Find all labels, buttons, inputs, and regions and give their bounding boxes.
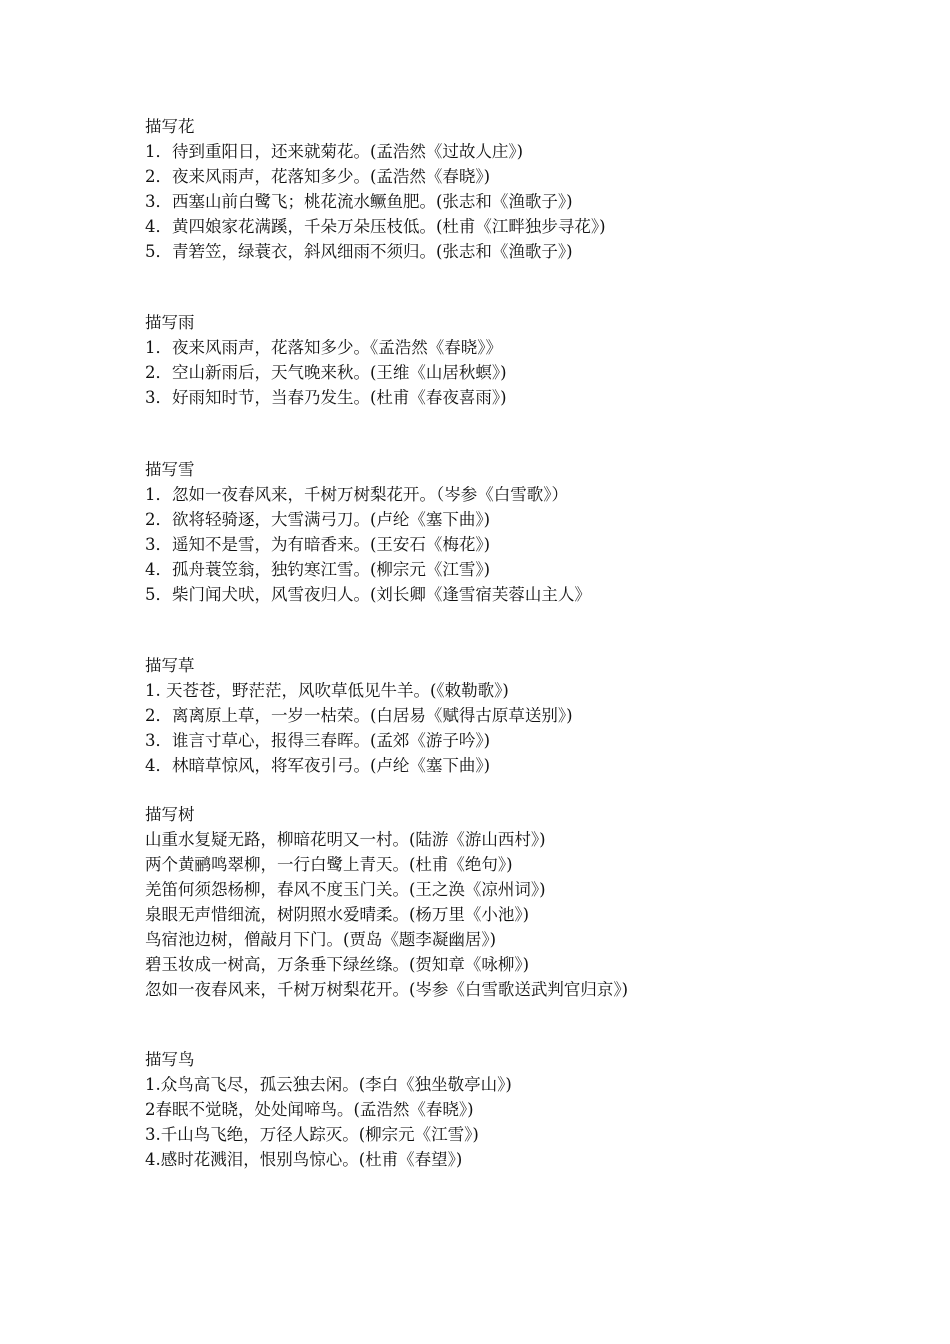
poem-line: 两个黄鹂鸣翠柳，一行白鹭上青天。(杜甫《绝句》) (145, 855, 513, 874)
poem-line: 3．谁言寸草心，报得三春晖。(孟郊《游子吟》) (145, 731, 491, 750)
section-rain (145, 310, 507, 410)
section-flower (145, 114, 606, 264)
poem-line: 羌笛何须怨杨柳，春风不度玉门关。(王之涣《凉州词》) (145, 880, 546, 899)
section-tree (145, 802, 628, 1002)
poem-line: 1．忽如一夜春风来，千树万树梨花开。（岑参《白雪歌》） (145, 485, 568, 504)
poem-line: 2．夜来风雨声，花落知多少。(孟浩然《春晓》) (145, 167, 491, 186)
poem-line: 3．西塞山前白鹭飞；桃花流水鳜鱼肥。(张志和《渔歌子》) (145, 192, 573, 211)
section-heading: 描写树 (145, 805, 195, 824)
section-heading: 描写雨 (145, 313, 195, 332)
poem-line: 4．黄四娘家花满蹊，千朵万朵压枝低。(杜甫《江畔独步寻花》) (145, 217, 606, 236)
poem-line: 5．柴门闻犬吠，风雪夜归人。(刘长卿《逢雪宿芙蓉山主人》 (145, 585, 591, 604)
poem-line: 1．待到重阳日，还来就菊花。(孟浩然《过故人庄》) (145, 142, 524, 161)
poem-line: 4．林暗草惊风，将军夜引弓。(卢纶《塞下曲》) (145, 756, 491, 775)
section-heading: 描写鸟 (145, 1050, 195, 1069)
poem-line: 1.众鸟高飞尽，孤云独去闲。(李白《独坐敬亭山》) (145, 1075, 512, 1094)
poem-line: 5．青箬笠，绿蓑衣，斜风细雨不须归。(张志和《渔歌子》) (145, 242, 573, 261)
section-heading: 描写草 (145, 656, 195, 675)
poem-line: 山重水复疑无路，柳暗花明又一村。(陆游《游山西村》) (145, 830, 546, 849)
poem-line: 3．遥知不是雪，为有暗香来。(王安石《梅花》) (145, 535, 491, 554)
section-snow (145, 457, 591, 607)
poem-line: 3．好雨知时节，当春乃发生。(杜甫《春夜喜雨》) (145, 388, 507, 407)
poem-line: 鸟宿池边树，僧敲月下门。(贾岛《题李凝幽居》) (145, 930, 497, 949)
section-heading: 描写花 (145, 117, 195, 136)
poem-line: 碧玉妆成一树高，万条垂下绿丝绦。(贺知章《咏柳》) (145, 955, 530, 974)
poem-line: 忽如一夜春风来，千树万树梨花开。(岑参《白雪歌送武判官归京》) (145, 980, 629, 999)
poem-line: 4.感时花溅泪，恨别鸟惊心。(杜甫《春望》) (145, 1150, 463, 1169)
poem-line: 1. 天苍苍，野茫茫，风吹草低见牛羊。(《敕勒歌》) (145, 681, 509, 700)
poem-line: 1．夜来风雨声，花落知多少。《孟浩然《春晓》》 (145, 338, 502, 357)
section-bird (145, 1047, 512, 1172)
section-grass (145, 653, 573, 778)
poem-line: 2．离离原上草，一岁一枯荣。(白居易《赋得古原草送别》) (145, 706, 573, 725)
section-heading: 描写雪 (145, 460, 195, 479)
poem-line: 2．欲将轻骑逐，大雪满弓刀。(卢纶《塞下曲》) (145, 510, 491, 529)
poem-line: 2春眠不觉晓，处处闻啼鸟。(孟浩然《春晓》) (145, 1100, 474, 1119)
poem-line: 泉眼无声惜细流，树阴照水爱晴柔。(杨万里《小池》) (145, 905, 530, 924)
poem-line: 4．孤舟蓑笠翁，独钓寒江雪。(柳宗元《江雪》) (145, 560, 491, 579)
poem-line: 3.千山鸟飞绝，万径人踪灭。(柳宗元《江雪》) (145, 1125, 479, 1144)
poem-line: 2．空山新雨后，天气晚来秋。(王维《山居秋螟》) (145, 363, 507, 382)
